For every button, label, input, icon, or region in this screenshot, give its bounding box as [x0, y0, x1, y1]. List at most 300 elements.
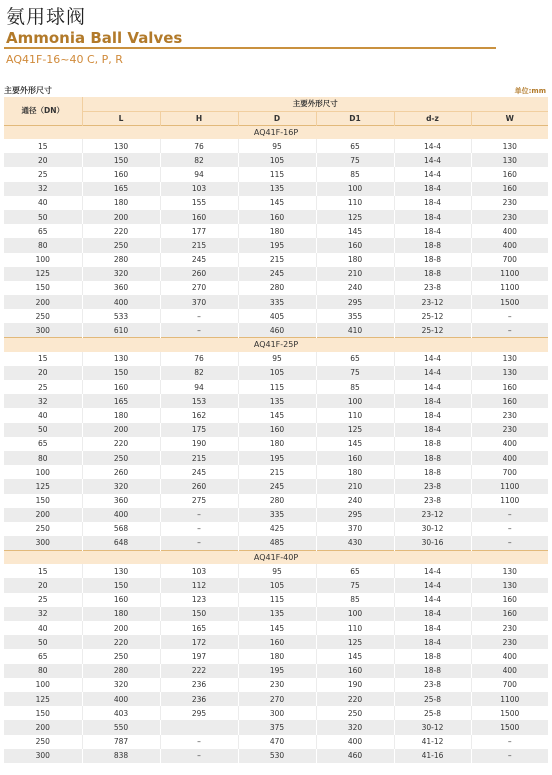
dn-cell: 40 [4, 408, 82, 422]
table-cell: 110 [316, 408, 394, 422]
table-cell: 320 [82, 479, 160, 493]
table-cell: 18-4 [394, 224, 471, 238]
table-cell: 150 [82, 153, 160, 167]
table-cell: 197 [160, 649, 238, 663]
table-cell: 280 [238, 494, 316, 508]
section-header-row [4, 338, 548, 352]
title-divider [4, 47, 496, 49]
table-cell: 14-4 [394, 352, 471, 366]
table-cell: – [160, 735, 238, 749]
table-cell: 838 [82, 749, 160, 763]
dn-cell: 32 [4, 607, 82, 621]
table-cell: 335 [238, 295, 316, 309]
table-cell: 112 [160, 578, 238, 592]
table-cell: 162 [160, 408, 238, 422]
table-cell: 30-12 [394, 720, 471, 734]
table-cell: 115 [238, 167, 316, 181]
column-header: H [160, 111, 238, 125]
table-cell: 200 [82, 210, 160, 224]
table-cell: 160 [238, 210, 316, 224]
table-cell: 568 [82, 522, 160, 536]
table-cell: 94 [160, 380, 238, 394]
table-cell: 180 [238, 224, 316, 238]
table-cell: 360 [82, 281, 160, 295]
table-row [4, 267, 548, 281]
table-cell: 220 [316, 692, 394, 706]
table-cell: 135 [238, 607, 316, 621]
table-row [4, 479, 548, 493]
column-header: W [471, 111, 548, 125]
dn-cell: 200 [4, 295, 82, 309]
table-cell: 787 [82, 735, 160, 749]
table-cell: 23-12 [394, 508, 471, 522]
table-cell: 18-4 [394, 182, 471, 196]
table-cell: 1100 [471, 267, 548, 281]
table-cell: 123 [160, 593, 238, 607]
table-cell: 250 [316, 706, 394, 720]
dn-cell: 20 [4, 578, 82, 592]
table-cell: 250 [82, 451, 160, 465]
table-cell: 130 [471, 578, 548, 592]
table-row [4, 323, 548, 337]
table-row [4, 692, 548, 706]
table-cell: 130 [502, 354, 517, 364]
table-cell: 130 [82, 564, 160, 578]
table-cell: 195 [238, 664, 316, 678]
dn-cell: 20 [4, 153, 82, 167]
table-row [4, 664, 548, 678]
table-row [4, 139, 548, 153]
dn-cell: 125 [4, 692, 82, 706]
table-body [4, 125, 548, 763]
table-cell: 145 [238, 621, 316, 635]
table-cell: 18-8 [394, 437, 471, 451]
table-row [4, 352, 548, 366]
table-cell: 355 [316, 309, 394, 323]
table-cell: 320 [82, 678, 160, 692]
dn-cell: 80 [4, 451, 82, 465]
table-cell: 230 [471, 635, 548, 649]
table-cell: 41-12 [394, 735, 471, 749]
table-cell: 280 [82, 253, 160, 267]
table-cell: 153 [160, 394, 238, 408]
table-row [4, 167, 548, 181]
table-row [4, 182, 548, 196]
table-cell: 160 [82, 593, 160, 607]
table-cell: 23-8 [394, 678, 471, 692]
dn-cell: 80 [4, 238, 82, 252]
table-cell: 160 [471, 607, 548, 621]
dn-cell: 100 [4, 465, 82, 479]
table-cell: 1100 [500, 283, 520, 293]
table-cell: 370 [316, 522, 394, 536]
section-header-row [4, 125, 548, 139]
dn-cell: 15 [4, 564, 82, 578]
table-cell: 103 [160, 182, 238, 196]
table-cell: 280 [238, 281, 316, 295]
dn-cell: 200 [4, 508, 82, 522]
table-row [4, 408, 548, 422]
table-cell: 400 [471, 664, 548, 678]
dn-cell: 65 [4, 649, 82, 663]
table-row [4, 706, 548, 720]
table-cell: 230 [471, 210, 548, 224]
table-cell: – [160, 536, 238, 550]
table-cell: 125 [316, 423, 394, 437]
table-cell: 115 [238, 593, 316, 607]
table-cell: 30-16 [394, 536, 471, 550]
dn-cell: 300 [4, 749, 82, 763]
table-cell: 18-4 [394, 621, 471, 635]
table-row [4, 224, 548, 238]
table-row [4, 423, 548, 437]
table-cell: 145 [238, 408, 316, 422]
table-cell: 215 [238, 465, 316, 479]
table-row [4, 621, 548, 635]
table-cell: 280 [82, 664, 160, 678]
table-cell: 610 [82, 323, 160, 337]
table-cell: 25-12 [394, 323, 471, 337]
table-cell: 236 [160, 692, 238, 706]
table-cell: 295 [160, 706, 238, 720]
table-cell: 25-8 [394, 706, 471, 720]
dn-cell: 50 [4, 210, 82, 224]
table-cell: 18-8 [394, 238, 471, 252]
table-cell: 530 [238, 749, 316, 763]
table-cell: 160 [471, 394, 548, 408]
table-row [4, 253, 548, 267]
table-cell: 14-4 [394, 578, 471, 592]
table-cell: 130 [471, 153, 548, 167]
table-cell: – [160, 309, 238, 323]
table-cell: 18-8 [394, 465, 471, 479]
table-cell: 14-4 [394, 167, 471, 181]
table-cell: 300 [238, 706, 316, 720]
table-row [4, 394, 548, 408]
dn-cell: 150 [4, 281, 82, 295]
dn-cell: 50 [4, 423, 82, 437]
table-row [4, 196, 548, 210]
table-cell: 270 [238, 692, 316, 706]
table-header-row [4, 97, 548, 111]
table-cell: 25-12 [394, 309, 471, 323]
table-cell: 85 [316, 167, 394, 181]
table-row [4, 635, 548, 649]
table-cell: 230 [502, 198, 517, 208]
table-cell [160, 720, 238, 734]
table-cell: 375 [238, 720, 316, 734]
table-cell: 76 [160, 352, 238, 366]
table-cell: 115 [238, 380, 316, 394]
table-cell: 14-4 [394, 153, 471, 167]
dn-cell: 125 [4, 267, 82, 281]
table-cell: 130 [502, 566, 517, 576]
table-cell: 210 [316, 479, 394, 493]
table-cell: 14-4 [394, 380, 471, 394]
table-cell: 250 [82, 649, 160, 663]
table-cell: 1100 [471, 692, 548, 706]
table-cell: 700 [502, 467, 517, 477]
table-cell: 82 [160, 366, 238, 380]
table-row [4, 564, 548, 578]
dn-cell: 150 [4, 494, 82, 508]
table-cell: 160 [82, 380, 160, 394]
table-row [4, 153, 548, 167]
table-cell: 400 [82, 692, 160, 706]
table-cell: – [471, 508, 548, 522]
table-cell: 135 [238, 394, 316, 408]
table-cell: 195 [238, 451, 316, 465]
table-cell: 190 [316, 678, 394, 692]
dimension-table [4, 97, 548, 763]
table-cell: 18-4 [394, 210, 471, 224]
table-cell: 400 [82, 508, 160, 522]
column-header: L [82, 111, 160, 125]
table-cell: – [160, 508, 238, 522]
dn-cell: 25 [4, 167, 82, 181]
table-cell: 245 [238, 267, 316, 281]
table-cell: 295 [316, 295, 394, 309]
table-cell: 145 [316, 224, 394, 238]
table-cell: 23-8 [394, 494, 471, 508]
table-cell: 320 [316, 720, 394, 734]
table-cell: 200 [82, 621, 160, 635]
table-cell: 405 [238, 309, 316, 323]
table-cell: 400 [316, 735, 394, 749]
table-cell: 210 [316, 267, 394, 281]
table-cell: 1500 [500, 708, 520, 718]
dn-cell: 50 [4, 635, 82, 649]
table-cell: 160 [316, 664, 394, 678]
table-cell: – [160, 522, 238, 536]
table-cell: 236 [160, 678, 238, 692]
table-row [4, 210, 548, 224]
table-row [4, 309, 548, 323]
dn-cell: 20 [4, 366, 82, 380]
dn-cell: 65 [4, 224, 82, 238]
table-cell: 175 [160, 423, 238, 437]
table-cell: 180 [238, 649, 316, 663]
table-cell: 23-8 [394, 479, 471, 493]
table-cell: 95 [238, 139, 316, 153]
table-cell: 160 [82, 167, 160, 181]
dn-cell: 250 [4, 735, 82, 749]
table-cell: 400 [471, 238, 548, 252]
table-row [4, 366, 548, 380]
table-row [4, 593, 548, 607]
table-row [4, 720, 548, 734]
table-row [4, 451, 548, 465]
table-cell: 145 [316, 649, 394, 663]
table-cell: 320 [82, 267, 160, 281]
table-cell: 65 [316, 352, 394, 366]
table-cell: 165 [82, 182, 160, 196]
table-cell: 18-4 [394, 635, 471, 649]
table-cell: 230 [471, 423, 548, 437]
table-cell: 648 [82, 536, 160, 550]
table-cell: 230 [238, 678, 316, 692]
table-cell: 18-4 [394, 423, 471, 437]
table-cell: 100 [316, 182, 394, 196]
dn-cell: 40 [4, 621, 82, 635]
table-cell: 100 [316, 394, 394, 408]
table-cell: 180 [82, 196, 160, 210]
table-cell: 270 [160, 281, 238, 295]
table-cell: 250 [82, 238, 160, 252]
dn-header: 通径（DN） [4, 97, 82, 125]
table-cell: 18-8 [394, 664, 471, 678]
table-cell: 260 [160, 267, 238, 281]
table-row [4, 295, 548, 309]
table-cell: 165 [160, 621, 238, 635]
table-row [4, 536, 548, 550]
table-cell: 260 [160, 479, 238, 493]
table-cell: 160 [238, 423, 316, 437]
table-cell: – [471, 536, 548, 550]
group-header: 主要外形尺寸 [82, 97, 548, 111]
dn-cell: 300 [4, 323, 82, 337]
table-cell: 700 [502, 255, 517, 265]
table-cell: – [471, 323, 548, 337]
table-cell: 245 [160, 465, 238, 479]
table-cell: 1100 [471, 479, 548, 493]
table-cell: 550 [82, 720, 160, 734]
table-cell: 150 [160, 607, 238, 621]
table-row [4, 437, 548, 451]
section-name: AQ41F-40P [4, 550, 548, 564]
table-cell: 172 [160, 635, 238, 649]
table-cell: 400 [471, 451, 548, 465]
table-cell: 220 [82, 224, 160, 238]
table-cell: 160 [238, 635, 316, 649]
table-cell: 18-4 [394, 408, 471, 422]
table-cell: 125 [316, 635, 394, 649]
table-cell: 18-8 [394, 267, 471, 281]
dn-cell: 125 [4, 479, 82, 493]
table-row [4, 749, 548, 763]
dn-cell: 32 [4, 394, 82, 408]
column-header: D [238, 111, 316, 125]
table-cell: 190 [160, 437, 238, 451]
table-cell: 403 [82, 706, 160, 720]
table-cell: 150 [82, 578, 160, 592]
table-cell: 105 [238, 153, 316, 167]
table-cell: 160 [502, 382, 517, 392]
table-row [4, 735, 548, 749]
table-cell: 65 [316, 564, 394, 578]
table-cell: 30-12 [394, 522, 471, 536]
table-cell: 75 [316, 366, 394, 380]
table-cell: 135 [238, 182, 316, 196]
table-cell: 14-4 [394, 564, 471, 578]
table-cell: 14-4 [394, 593, 471, 607]
table-cell: 160 [502, 169, 517, 179]
table-cell: 222 [160, 664, 238, 678]
table-cell: 14-4 [394, 139, 471, 153]
table-row [4, 281, 548, 295]
column-header: D1 [316, 111, 394, 125]
table-cell: 215 [238, 253, 316, 267]
table-cell: 485 [238, 536, 316, 550]
table-cell: 165 [82, 394, 160, 408]
table-cell: 160 [160, 210, 238, 224]
table-cell: 460 [238, 323, 316, 337]
dn-cell: 250 [4, 309, 82, 323]
section-name: AQ41F-25P [4, 338, 548, 352]
table-cell: 160 [502, 595, 517, 605]
table-cell: 240 [316, 494, 394, 508]
table-cell: 130 [82, 352, 160, 366]
table-cell: 215 [160, 238, 238, 252]
dn-cell: 40 [4, 196, 82, 210]
table-cell: – [507, 524, 512, 534]
table-cell: 360 [82, 494, 160, 508]
dn-cell: 15 [4, 352, 82, 366]
table-cell: 160 [316, 451, 394, 465]
unit-label: 单位:mm [514, 87, 546, 95]
table-cell: 103 [160, 564, 238, 578]
table-cell: 160 [316, 238, 394, 252]
table-row [4, 380, 548, 394]
table-cell: 1100 [500, 496, 520, 506]
dn-cell: 100 [4, 253, 82, 267]
dn-cell: 100 [4, 678, 82, 692]
table-cell: 460 [316, 749, 394, 763]
table-row [4, 238, 548, 252]
table-cell: 1500 [471, 720, 548, 734]
table-cell: 14-4 [394, 366, 471, 380]
table-cell: 220 [82, 437, 160, 451]
table-cell: 177 [160, 224, 238, 238]
dn-cell: 250 [4, 522, 82, 536]
table-cell: 400 [502, 651, 517, 661]
table-cell: 470 [238, 735, 316, 749]
column-header-row [4, 111, 548, 125]
table-cell: 85 [316, 593, 394, 607]
table-cell: 160 [471, 182, 548, 196]
table-cell: 180 [238, 437, 316, 451]
table-cell: 1500 [471, 295, 548, 309]
table-cell: 110 [316, 621, 394, 635]
table-cell: 94 [160, 167, 238, 181]
table-cell: 245 [160, 253, 238, 267]
model-range: AQ41F-16~40 C, P, R [6, 53, 123, 66]
section-title: 主要外形尺寸 [4, 86, 52, 95]
table-cell: 18-4 [394, 394, 471, 408]
dn-cell: 32 [4, 182, 82, 196]
table-cell: 41-16 [394, 749, 471, 763]
table-cell: 260 [82, 465, 160, 479]
table-row [4, 494, 548, 508]
table-cell: 230 [502, 410, 517, 420]
table-cell: 400 [502, 226, 517, 236]
table-cell: 130 [502, 141, 517, 151]
table-cell: 220 [82, 635, 160, 649]
table-cell: 105 [238, 578, 316, 592]
table-cell: 82 [160, 153, 238, 167]
table-cell: 180 [82, 408, 160, 422]
page-title-cn: 氨用球阀 [6, 6, 87, 28]
table-cell: 370 [160, 295, 238, 309]
table-cell: 18-8 [394, 649, 471, 663]
table-cell: – [160, 323, 238, 337]
table-row [4, 522, 548, 536]
table-cell: 130 [471, 366, 548, 380]
table-cell: 23-8 [394, 281, 471, 295]
table-row [4, 649, 548, 663]
table-cell: – [160, 749, 238, 763]
table-cell: 18-4 [394, 196, 471, 210]
